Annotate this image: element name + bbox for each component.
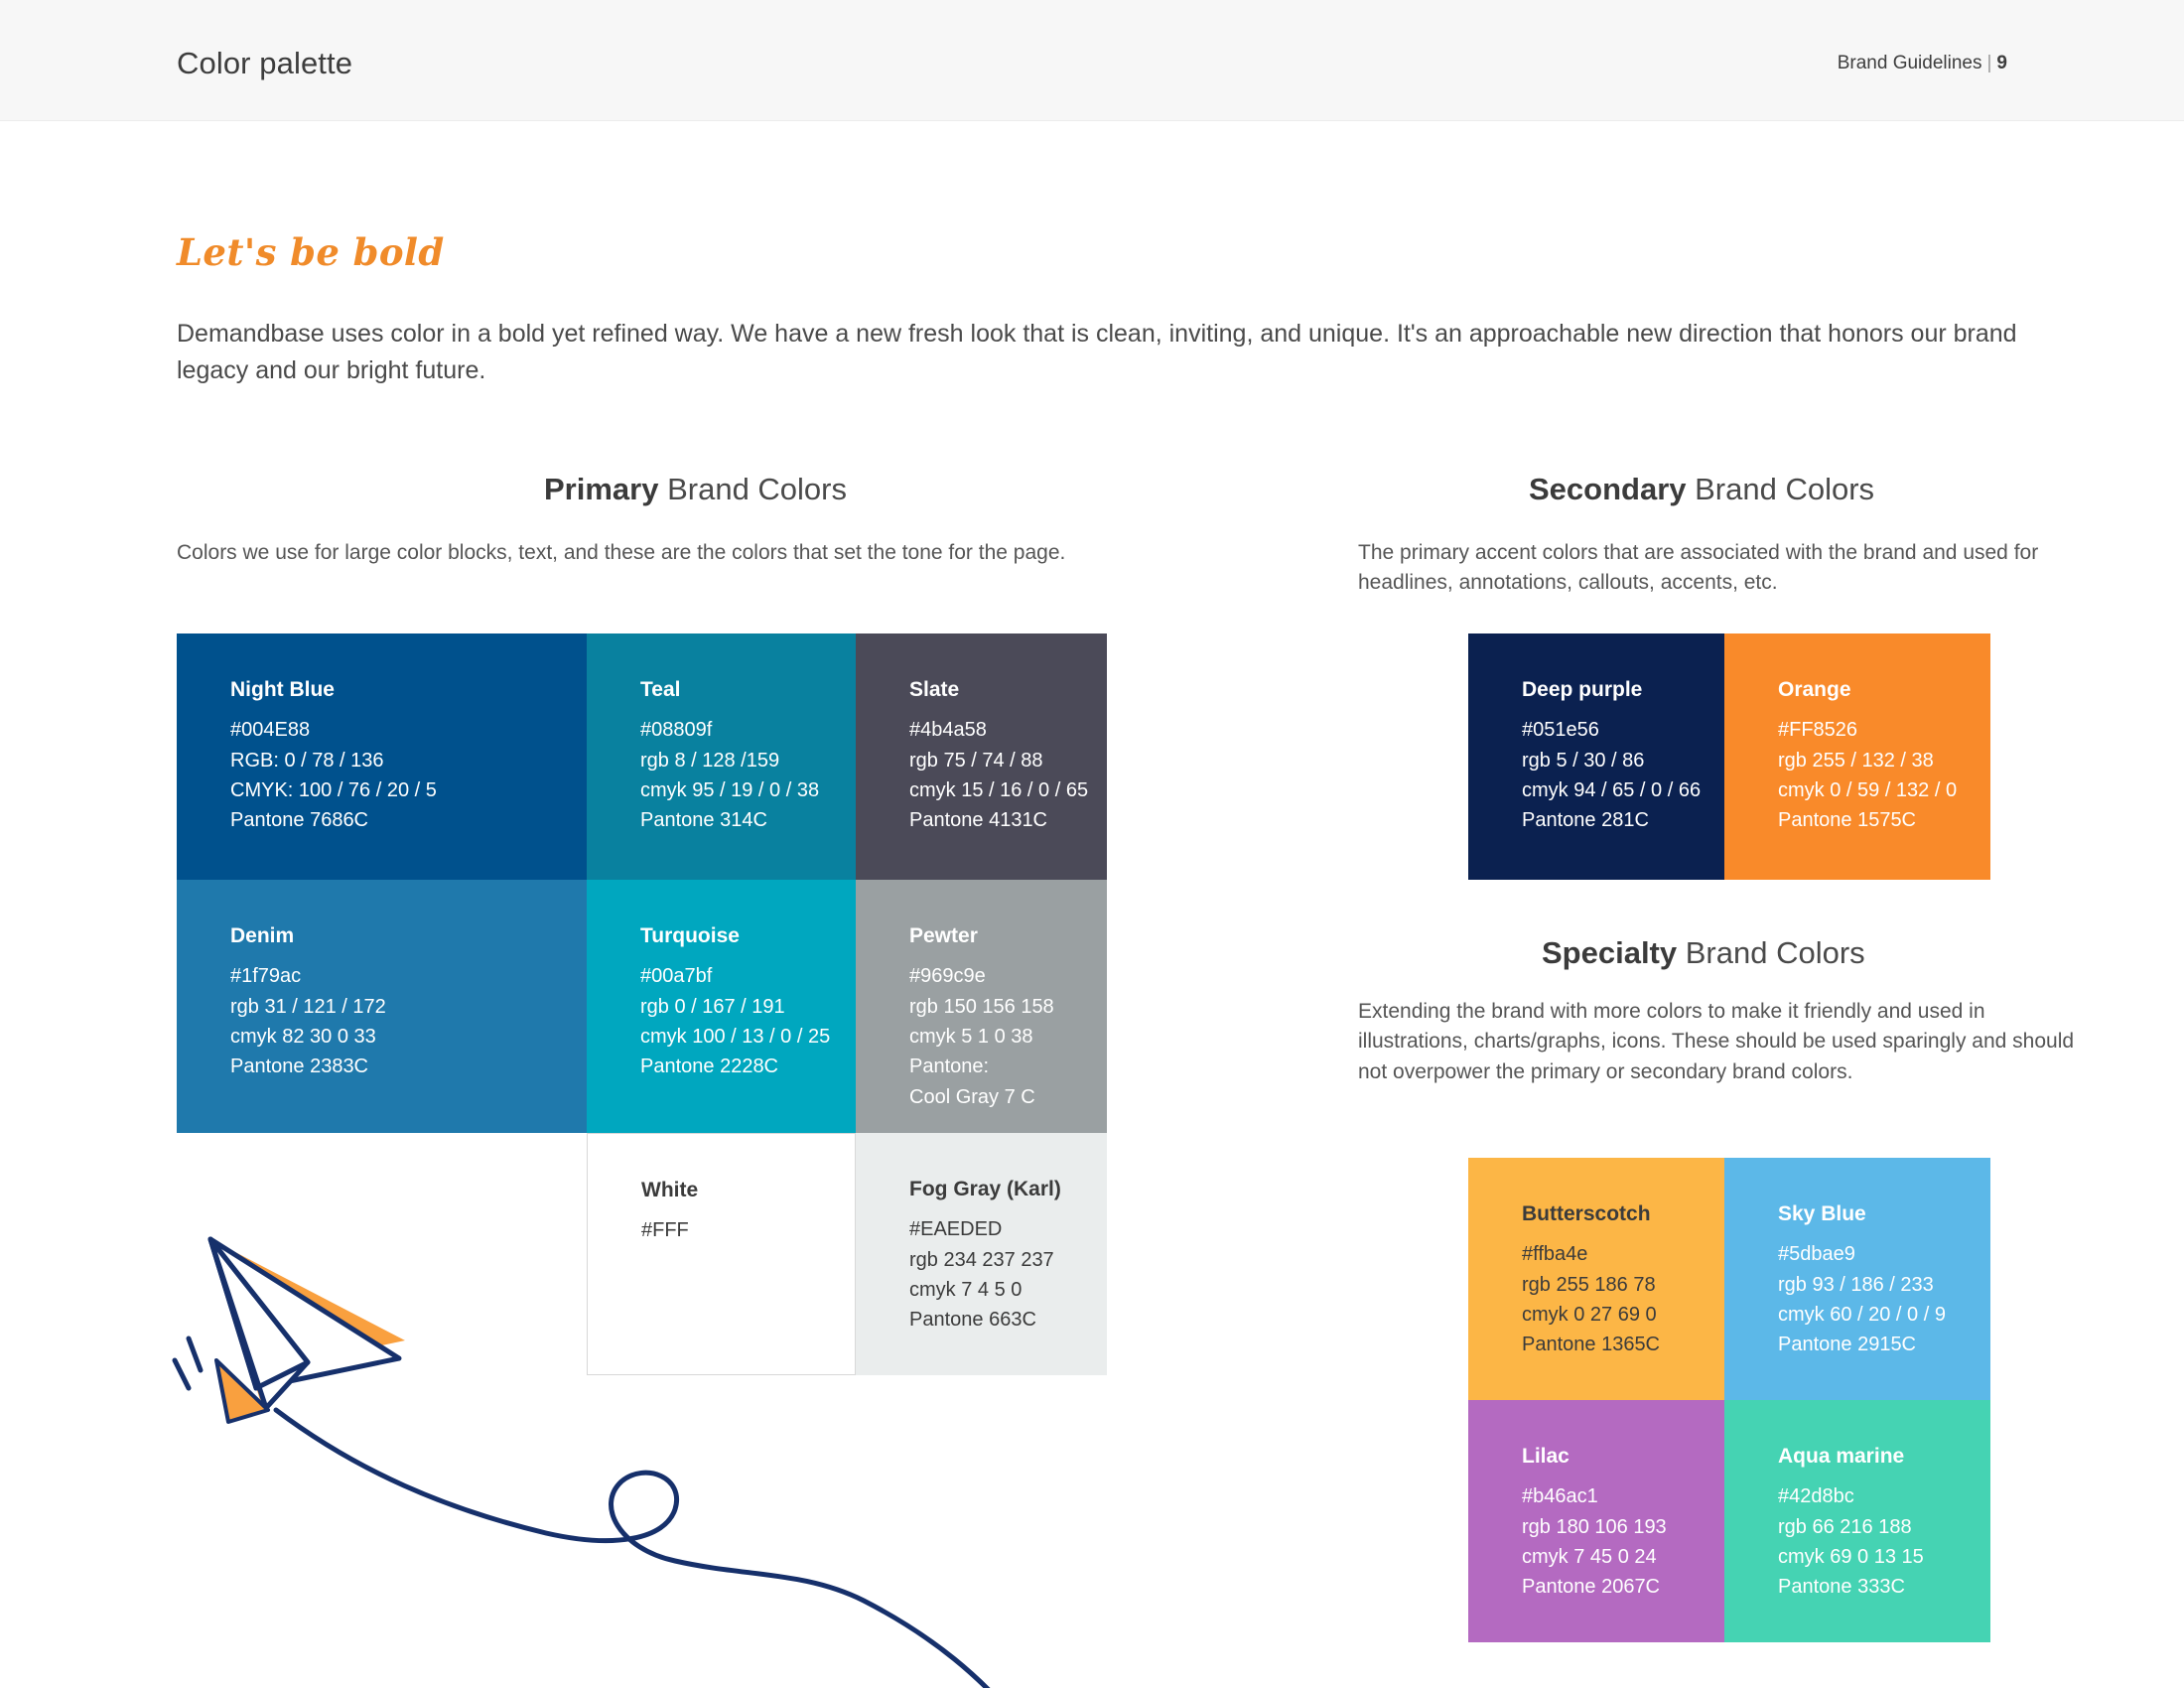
swatch-name: Slate — [909, 678, 960, 701]
swatch-pantone-line2: Cool Gray 7 C — [909, 1085, 1035, 1108]
section-tagline: Let's be bold — [177, 230, 445, 274]
header-page-indicator — [1838, 53, 2007, 74]
color-swatch-slate — [856, 633, 1107, 880]
swatch-hex: #969c9e — [909, 965, 986, 988]
swatch-rgb: RGB: 0 / 78 / 136 — [230, 749, 384, 772]
secondary-heading — [1529, 472, 1874, 507]
color-swatch-pewter — [856, 880, 1107, 1133]
specialty-color-grid — [1468, 1158, 1990, 1642]
swatch-rgb: rgb 150 156 158 — [909, 995, 1054, 1018]
swatch-pantone: Pantone: — [909, 1055, 990, 1078]
swatch-hex: #4b4a58 — [909, 719, 987, 742]
swatch-rgb: rgb 31 / 121 / 172 — [230, 995, 386, 1018]
swatch-pantone: Pantone 314C — [640, 809, 767, 832]
specialty-heading — [1542, 935, 1865, 971]
swatch-pantone: Pantone 7686C — [230, 809, 369, 832]
swatch-pantone: Pantone 2915C — [1778, 1334, 1917, 1356]
swatch-hex: #42d8bc — [1778, 1485, 1854, 1508]
secondary-heading-strong: Secondary — [1529, 472, 1687, 506]
swatch-rgb: rgb 66 216 188 — [1778, 1515, 1912, 1538]
swatch-pantone: Pantone 1365C — [1522, 1334, 1661, 1356]
swatch-rgb: rgb 255 / 132 / 38 — [1778, 749, 1934, 772]
swatch-name: Denim — [230, 924, 295, 947]
color-swatch-night-blue — [177, 633, 587, 880]
specialty-subtitle: Extending the brand with more colors to make it friendly and used in illustrations, charts/graphs, icons. These should be used sparingly and should not overpower the primary or secondary brand colors. — [1358, 1000, 2075, 1083]
color-swatch-orange — [1724, 633, 1990, 880]
swatch-cmyk: cmyk 82 30 0 33 — [230, 1025, 376, 1048]
color-swatch-lilac — [1468, 1400, 1724, 1642]
swatch-name: Lilac — [1522, 1445, 1570, 1468]
swatch-name: Deep purple — [1522, 678, 1643, 701]
swatch-rgb: rgb 234 237 237 — [909, 1248, 1054, 1271]
swatch-pantone: Pantone 2228C — [640, 1055, 779, 1078]
color-swatch-butterscotch — [1468, 1158, 1724, 1400]
primary-heading-strong: Primary — [544, 472, 659, 506]
color-swatch-deep-purple — [1468, 633, 1724, 880]
swatch-rgb: rgb 255 186 78 — [1522, 1273, 1656, 1296]
swatch-rgb: rgb 93 / 186 / 233 — [1778, 1273, 1934, 1296]
swatch-hex: #FF8526 — [1778, 719, 1858, 742]
swatch-pantone: Pantone 281C — [1522, 809, 1649, 832]
swatch-cmyk: cmyk 95 / 19 / 0 / 38 — [640, 778, 820, 801]
swatch-name: Night Blue — [230, 678, 335, 701]
specialty-heading-rest: Brand Colors — [1677, 935, 1865, 970]
swatch-hex: #004E88 — [230, 719, 311, 742]
swatch-cmyk: cmyk 7 4 5 0 — [909, 1278, 1023, 1301]
swatch-hex: #FFF — [641, 1219, 689, 1242]
swatch-cmyk: cmyk 100 / 13 / 0 / 25 — [640, 1025, 831, 1048]
swatch-name: Pewter — [909, 924, 978, 947]
secondary-heading-rest: Brand Colors — [1686, 472, 1875, 506]
color-swatch-sky-blue — [1724, 1158, 1990, 1400]
swatch-rgb: rgb 75 / 74 / 88 — [909, 749, 1043, 772]
swatch-cmyk: cmyk 69 0 13 15 — [1778, 1545, 1924, 1568]
secondary-subtitle: The primary accent colors that are associated with the brand and used for headlines, annotations, callouts, accents, etc. — [1358, 541, 2039, 595]
swatch-hex: #08809f — [640, 719, 713, 742]
swatch-hex: #ffba4e — [1522, 1243, 1588, 1266]
swatch-name: Teal — [640, 678, 681, 701]
swatch-hex: #EAEDED — [909, 1218, 1003, 1241]
swatch-name: Aqua marine — [1778, 1445, 1905, 1468]
header-separator: | — [1986, 53, 1992, 73]
swatch-cmyk: cmyk 0 / 59 / 132 / 0 — [1778, 778, 1958, 801]
swatch-pantone: Pantone 1575C — [1778, 809, 1917, 832]
swatch-name: Fog Gray (Karl) — [909, 1178, 1061, 1200]
swatch-name: White — [641, 1179, 699, 1201]
swatch-rgb: rgb 5 / 30 / 86 — [1522, 749, 1645, 772]
swatch-pantone: Pantone 2383C — [230, 1055, 369, 1078]
swatch-hex: #1f79ac — [230, 965, 302, 988]
swatch-rgb: rgb 180 106 193 — [1522, 1515, 1667, 1538]
color-swatch-aqua-marine — [1724, 1400, 1990, 1642]
swatch-cmyk: cmyk 5 1 0 38 — [909, 1025, 1033, 1048]
swatch-name: Turquoise — [640, 924, 740, 947]
color-swatch-turquoise — [587, 880, 856, 1133]
intro-paragraph: Demandbase uses color in a bold yet refined way. We have a new fresh look that is clean, inviting, and unique. It's an approachable new direction that honors our brand legacy and our bright future. — [177, 320, 2017, 384]
swatch-hex: #051e56 — [1522, 719, 1599, 742]
swatch-name: Sky Blue — [1778, 1202, 1866, 1225]
primary-heading-rest: Brand Colors — [658, 472, 847, 506]
primary-subtitle: Colors we use for large color blocks, text, and these are the colors that set the tone for the page. — [177, 541, 1066, 564]
swatch-hex: #00a7bf — [640, 965, 713, 988]
swatch-rgb: rgb 8 / 128 /159 — [640, 749, 780, 772]
secondary-color-grid — [1468, 633, 1990, 880]
swatch-pantone: Pantone 4131C — [909, 809, 1048, 832]
swatch-cmyk: cmyk 60 / 20 / 0 / 9 — [1778, 1303, 1946, 1326]
specialty-heading-strong: Specialty — [1542, 935, 1678, 970]
swatch-rgb: rgb 0 / 167 / 191 — [640, 995, 785, 1018]
header-doc-label: Brand Guidelines — [1837, 53, 1982, 73]
color-swatch-denim — [177, 880, 587, 1133]
swatch-cmyk: CMYK: 100 / 76 / 20 / 5 — [230, 778, 437, 801]
swatch-hex: #5dbae9 — [1778, 1243, 1855, 1266]
swatch-hex: #b46ac1 — [1522, 1485, 1598, 1508]
primary-heading — [544, 472, 847, 507]
swatch-cmyk: cmyk 15 / 16 / 0 / 65 — [909, 778, 1089, 801]
swatch-name: Orange — [1778, 678, 1851, 701]
page-header — [0, 0, 2184, 121]
color-swatch-teal — [587, 633, 856, 880]
swatch-pantone: Pantone 2067C — [1522, 1576, 1661, 1599]
swatch-pantone: Pantone 663C — [909, 1309, 1036, 1332]
swatch-cmyk: cmyk 94 / 65 / 0 / 66 — [1522, 778, 1702, 801]
paper-plane-illustration — [149, 1211, 1340, 1688]
swatch-name: Butterscotch — [1522, 1202, 1651, 1225]
page-title: Color palette — [177, 46, 353, 80]
page-number: 9 — [1996, 53, 2007, 73]
swatch-pantone: Pantone 333C — [1778, 1576, 1905, 1599]
swatch-cmyk: cmyk 7 45 0 24 — [1522, 1545, 1657, 1568]
swatch-cmyk: cmyk 0 27 69 0 — [1522, 1303, 1657, 1326]
